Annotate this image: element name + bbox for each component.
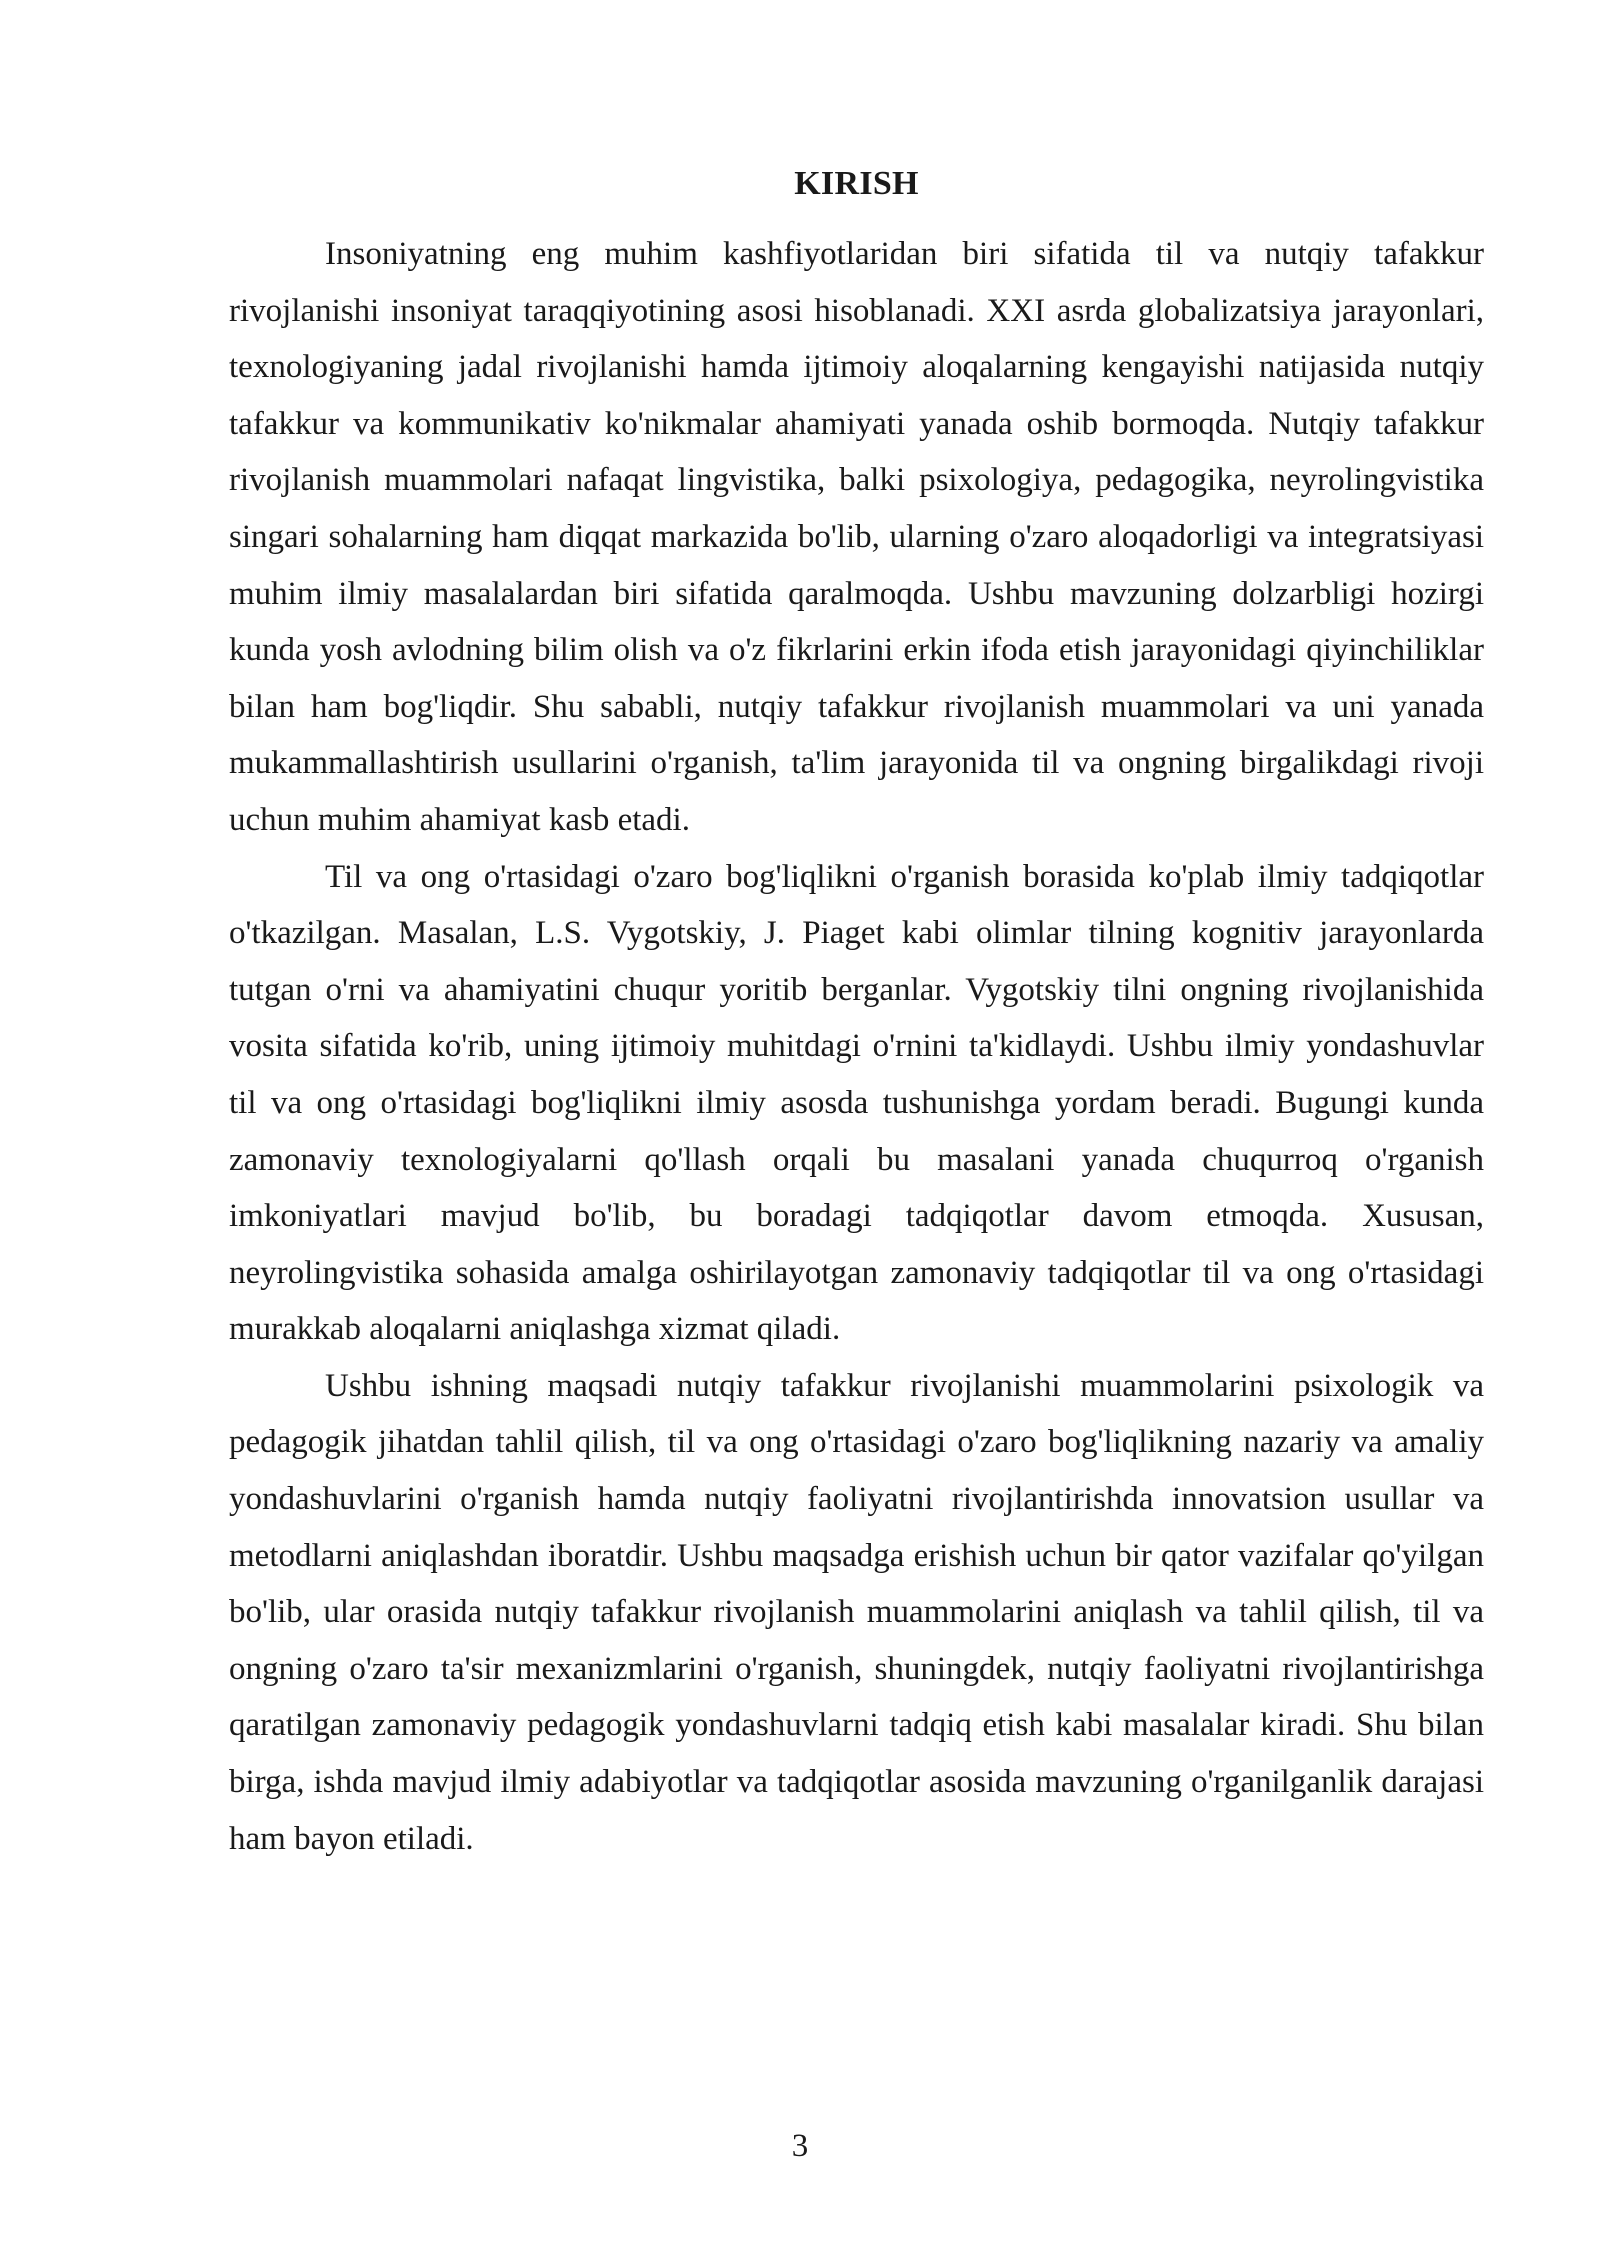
paragraph-2: Til va ong o'rtasidagi o'zaro bog'liqlikni o'rganish borasida ko'plab ilmiy tadqiqotlar o'tkazilgan. Masalan, L.S. Vygotskiy, J. Piaget kabi olimlar tilning kognitiv jarayonlarda tutgan o'rni va ahamiyatini chuqur yoritib berganlar. Vygotskiy tilni ongning rivojlanishida vosita sifatida ko'rib, uning ijtimoiy muhitdagi o'rnini ta'kidlaydi. Ushbu ilmiy yondashuvlar til va ong o'rtasidagi bog'liqlikni ilmiy asosda tushunishga yordam beradi. Bugungi kunda zamonaviy texnologiyalarni qo'llash orqali bu masalani yanada chuqurroq o'rganish imkoniyatlari mavjud bo'lib, bu boradagi tadqiqotlar davom etmoqda. Xususan, neyrolingvistika sohasida amalga oshirilayotgan zamonaviy tadqiqotlar til va ong o'rtasidagi murakkab aloqalarni aniqlashga xizmat qiladi. <box>229 858 1484 1348</box>
section-title: KIRISH <box>794 165 919 202</box>
document-page <box>229 160 1484 1867</box>
paragraph-1: Insoniyatning eng muhim kashfiyotlaridan biri sifatida til va nutqiy tafakkur rivojlanishi insoniyat taraqqiyotining asosi hisoblanadi. XXI asrda globalizatsiya jarayonlari, texnologiyaning jadal rivojlanishi hamda ijtimoiy aloqalarning kengayishi natijasida nutqiy tafakkur va kommunikativ ko'nikmalar ahamiyati yanada oshib bormoqda. Nutqiy tafakkur rivojlanish muammolari nafaqat lingvistika, balki psixologiya, pedagogika, neyrolingvistika singari sohalarning ham diqqat markazida bo'lib, ularning o'zaro aloqadorligi va integratsiyasi muhim ilmiy masalalardan biri sifatida qaralmoqda. Ushbu mavzuning dolzarbligi hozirgi kunda yosh avlodning bilim olish va o'z fikrlarini erkin ifoda etish jarayonidagi qiyinchiliklar bilan ham bog'liqdir. Shu sababli, nutqiy tafakkur rivojlanish muammolari va uni yanada mukammallashtirish usullarini o'rganish, ta'lim jarayonida til va ongning birgalikdagi rivoji uchun muhim ahamiyat kasb etadi. <box>229 236 1484 838</box>
paragraph-3: Ushbu ishning maqsadi nutqiy tafakkur rivojlanishi muammolarini psixologik va pedagogik jihatdan tahlil qilish, til va ong o'rtasidagi o'zaro bog'liqlikning nazariy va amaliy yondashuvlarini o'rganish hamda nutqiy faoliyatni rivojlantirishda innovatsion usullar va metodlarni aniqlashdan iboratdir. Ushbu maqsadga erishish uchun bir qator vazifalar qo'yilgan bo'lib, ular orasida nutqiy tafakkur rivojlanish muammolarini aniqlash va tahlil qilish, til va ongning o'zaro ta'sir mexanizmlarini o'rganish, shuningdek, nutqiy faoliyatni rivojlantirishga qaratilgan zamonaviy pedagogik yondashuvlarni tadqiq etish kabi masalalar kiradi. Shu bilan birga, ishda mavjud ilmiy adabiyotlar va tadqiqotlar asosida mavzuning o'rganilganlik darajasi ham bayon etiladi. <box>229 1367 1484 1857</box>
page-number: 3 <box>791 2128 809 2164</box>
